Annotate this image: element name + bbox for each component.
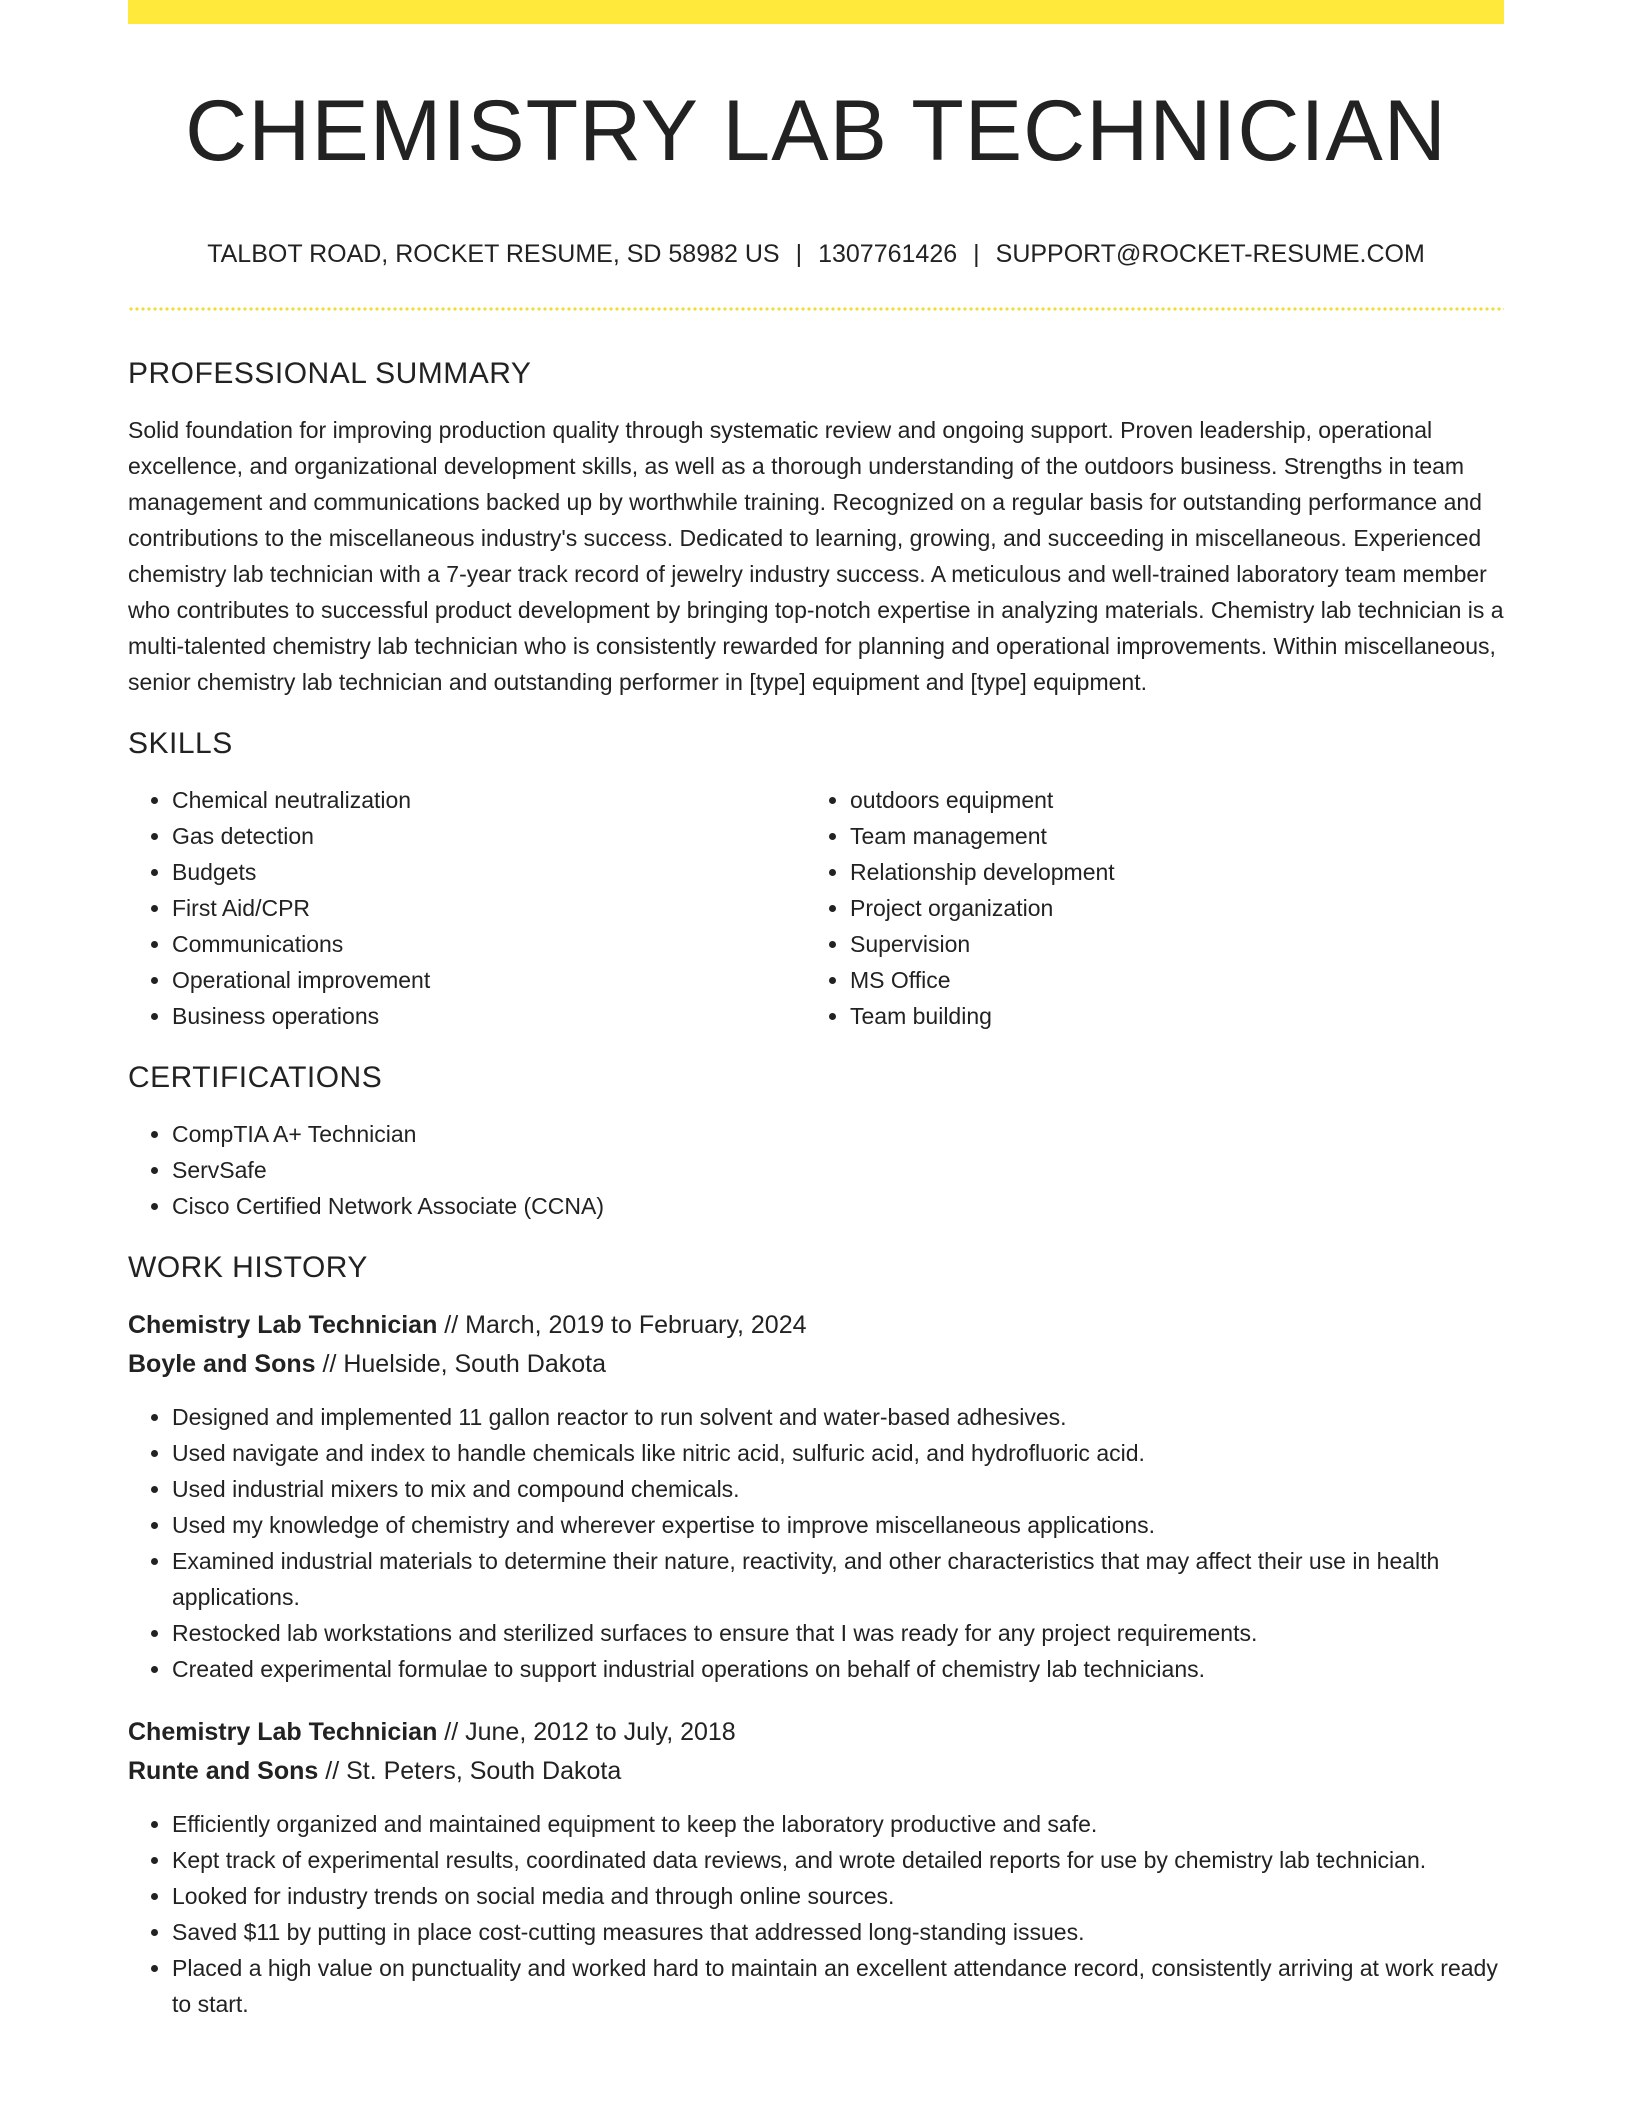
job-role: Chemistry Lab Technician	[128, 1311, 438, 1339]
job-bullet: • Examined industrial materials to determine their nature, reactivity, and other characteristics that may affect their use in health applications.	[172, 1543, 1504, 1615]
contact-email[interactable]: SUPPORT@ROCKET-RESUME.COM	[995, 240, 1425, 268]
skills-section	[128, 722, 1504, 1034]
work-history-section	[128, 1246, 1504, 2022]
resume-title: CHEMISTRY LAB TECHNICIAN	[185, 83, 1447, 179]
skill-item: • First Aid/CPR	[172, 890, 806, 926]
summary-text: Solid foundation for improving production quality through systematic review and ongoing support. Proven leadership, operational excellence, and organizational development skills, as well as a thorough understanding of the outdoors business. Strengths in team management and communications backed up by worthwhile training. Recognized on a regular basis for outstanding performance and contributions to the miscellaneous industry's success. Dedicated to learning, growing, and succeeding in miscellaneous. Experienced chemistry lab technician with a 7-year track record of jewelry industry success. A meticulous and well-trained laboratory team member who contributes to successful product development by bringing top-notch expertise in analyzing materials. Chemistry lab technician is a multi-talented chemistry lab technician who is consistently rewarded for planning and operational improvements. Within miscellaneous, senior chemistry lab technician and outstanding performer in [type] equipment and [type] equipment.	[128, 417, 1504, 695]
skill-item: • Operational improvement	[172, 962, 806, 998]
job-role: Chemistry Lab Technician	[128, 1718, 438, 1746]
skill-item: • Business operations	[172, 998, 806, 1034]
skill-item: • outdoors equipment	[850, 782, 1484, 818]
job-bullet: • Created experimental formulae to support industrial operations on behalf of chemistry lab technicians.	[172, 1651, 1504, 1687]
section-title-summary: PROFESSIONAL SUMMARY	[128, 357, 532, 390]
skills-column-right	[806, 782, 1484, 1034]
job-entry	[128, 1713, 1504, 2022]
job-bullet: • Kept track of experimental results, coordinated data reviews, and wrote detailed reports for use by chemistry lab technician.	[172, 1842, 1504, 1878]
job-bullet: • Designed and implemented 11 gallon reactor to run solvent and water-based adhesives.	[172, 1399, 1504, 1435]
job-entry	[128, 1306, 1504, 1687]
certification-item: • Cisco Certified Network Associate (CCNA)	[172, 1188, 1504, 1224]
job-title-line	[128, 1306, 1504, 1345]
section-title-certifications: CERTIFICATIONS	[128, 1061, 383, 1094]
skill-item: • Supervision	[850, 926, 1484, 962]
certifications-section	[128, 1056, 1504, 1224]
job-title-line	[128, 1713, 1504, 1752]
job-bullet: • Saved $11 by putting in place cost-cutting measures that addressed long-standing issues.	[172, 1914, 1504, 1950]
certifications-list	[128, 1116, 1504, 1224]
skill-item: • MS Office	[850, 962, 1484, 998]
certification-item: • CompTIA A+ Technician	[172, 1116, 1504, 1152]
resume-content	[128, 352, 1504, 2022]
certification-item: • ServSafe	[172, 1152, 1504, 1188]
skill-item: • Team building	[850, 998, 1484, 1034]
contact-separator: |	[795, 240, 803, 268]
skill-item: • Team management	[850, 818, 1484, 854]
skill-item: • Budgets	[172, 854, 806, 890]
job-bullet: • Looked for industry trends on social media and through online sources.	[172, 1878, 1504, 1914]
job-company: Runte and Sons	[128, 1757, 319, 1785]
section-title-skills: SKILLS	[128, 727, 233, 760]
skills-list-right	[806, 782, 1484, 1034]
skill-item: • Chemical neutralization	[172, 782, 806, 818]
skills-columns	[128, 782, 1504, 1034]
job-bullet: • Used industrial mixers to mix and compound chemicals.	[172, 1471, 1504, 1507]
job-bullet: • Restocked lab workstations and sterilized surfaces to ensure that I was ready for any project requirements.	[172, 1615, 1504, 1651]
contact-line	[128, 236, 1504, 272]
job-bullets	[128, 1806, 1504, 2022]
skill-item: • Relationship development	[850, 854, 1484, 890]
job-company-line	[128, 1345, 1504, 1384]
job-bullets	[128, 1399, 1504, 1687]
job-bullet: • Efficiently organized and maintained equipment to keep the laboratory productive and safe.	[172, 1806, 1504, 1842]
job-bullet: • Placed a high value on punctuality and worked hard to maintain an excellent attendance record, consistently arriving at work ready to start.	[172, 1950, 1504, 2022]
job-dates: // June, 2012 to July, 2018	[437, 1718, 736, 1746]
job-bullet: • Used navigate and index to handle chemicals like nitric acid, sulfuric acid, and hydrofluoric acid.	[172, 1435, 1504, 1471]
job-bullet: • Used my knowledge of chemistry and wherever expertise to improve miscellaneous applications.	[172, 1507, 1504, 1543]
contact-address: TALBOT ROAD, ROCKET RESUME, SD 58982 US	[207, 240, 780, 268]
job-company: Boyle and Sons	[128, 1350, 316, 1378]
contact-separator: |	[973, 240, 980, 268]
job-dates: // March, 2019 to February, 2024	[437, 1311, 807, 1339]
section-title-work-history: WORK HISTORY	[128, 1251, 368, 1284]
job-location: // St. Peters, South Dakota	[318, 1757, 622, 1785]
skill-item: • Gas detection	[172, 818, 806, 854]
skills-list-left	[128, 782, 806, 1034]
job-company-line	[128, 1752, 1504, 1791]
summary-section	[128, 352, 1504, 700]
skills-column-left	[128, 782, 806, 1034]
skill-item: • Communications	[172, 926, 806, 962]
contact-phone[interactable]: 1307761426	[818, 240, 958, 268]
job-location: // Huelside, South Dakota	[315, 1350, 606, 1378]
skill-item: • Project organization	[850, 890, 1484, 926]
dotted-divider	[128, 307, 1504, 311]
accent-bar	[128, 0, 1504, 24]
